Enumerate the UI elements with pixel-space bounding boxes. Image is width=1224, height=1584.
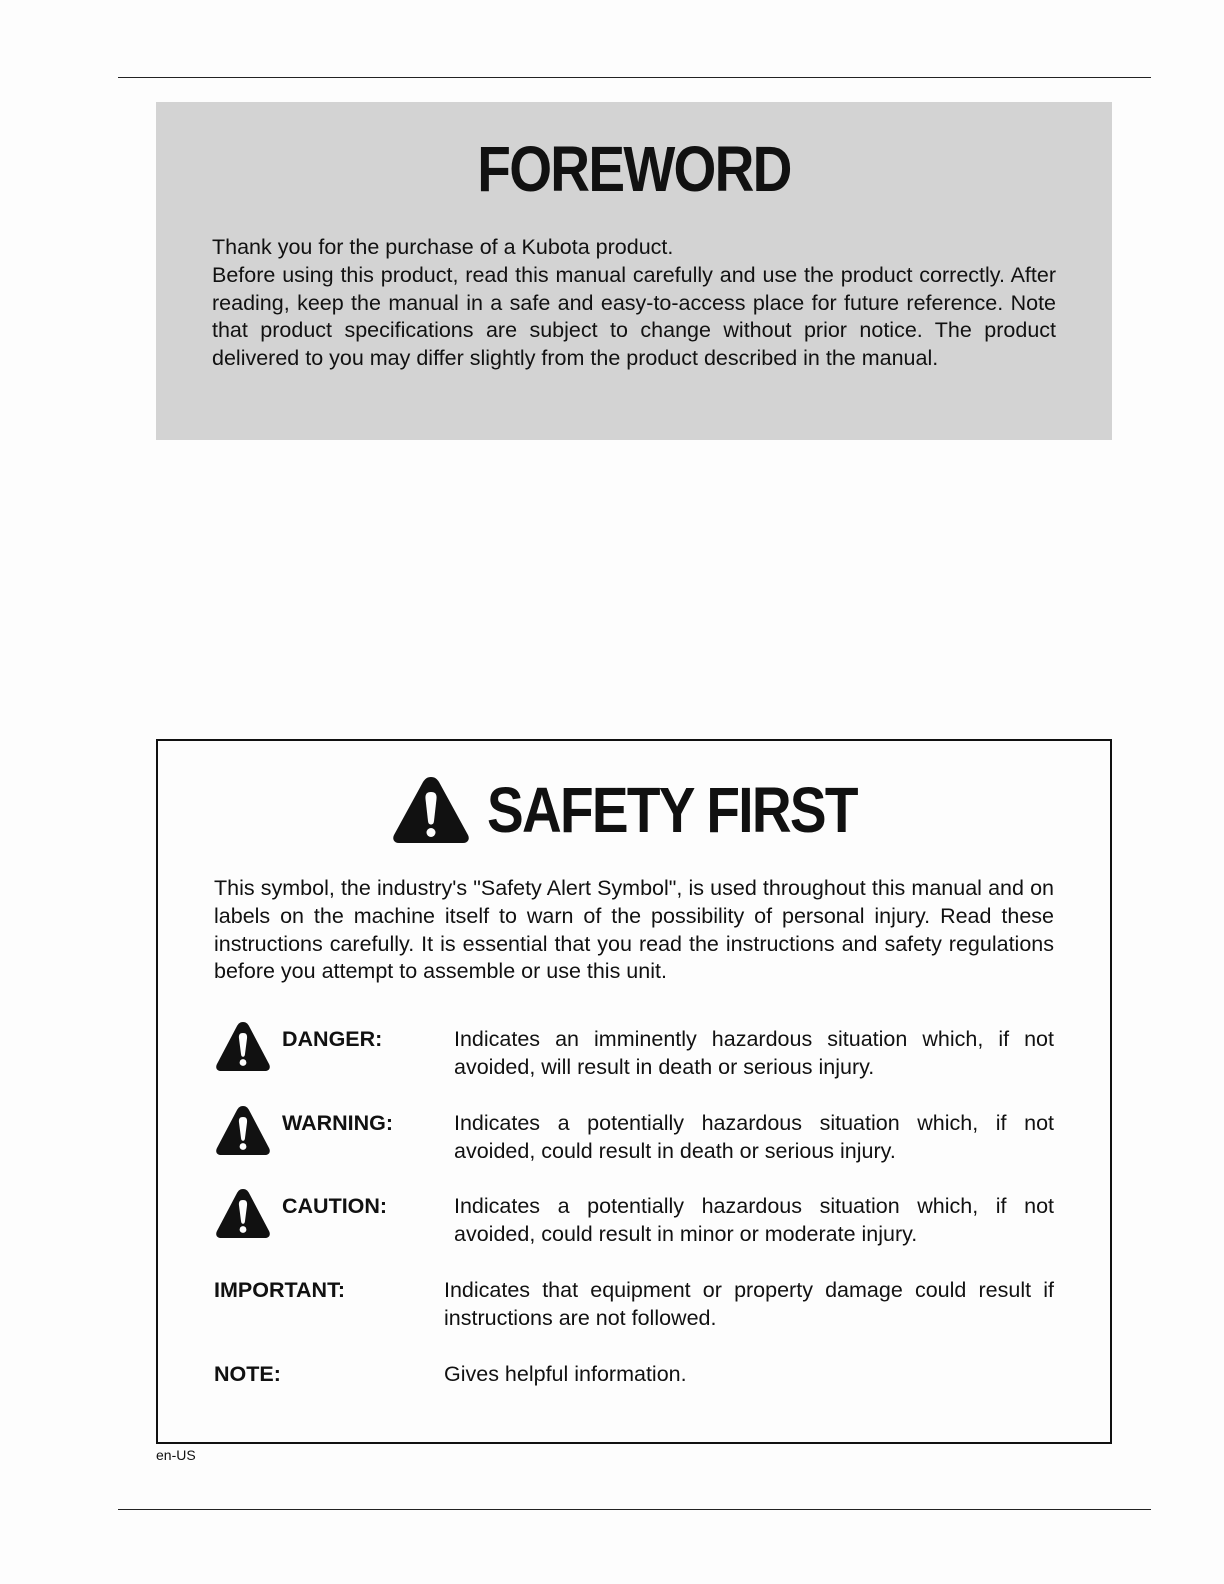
definition-label: DANGER: xyxy=(282,1027,383,1052)
footer-rule xyxy=(118,1509,1151,1510)
signal-word-list xyxy=(214,1026,1054,1388)
definition-danger xyxy=(214,1026,1054,1082)
safety-intro: This symbol, the industry's "Safety Alert Symbol", is used throughout this manual and on labels on the machine itself to warn of the possibility of personal injury. Read these instructions carefully. It is essential that you read the instructions and safety regulations before you attempt to assemble or use this unit. xyxy=(214,876,1054,984)
definition-text: Gives helpful information. xyxy=(444,1361,687,1386)
safety-heading xyxy=(214,775,1054,845)
foreword-title: FOREWORD xyxy=(477,133,791,205)
safety-title: SAFETY FIRST xyxy=(487,774,857,846)
definition-warning xyxy=(214,1110,1054,1166)
definition-label: CAUTION: xyxy=(282,1194,388,1219)
language-code: en-US xyxy=(156,1447,196,1463)
header-rule xyxy=(118,77,1151,78)
definition-text: Indicates an imminently hazardous situation which, if not avoided, will result in death or serious injury. xyxy=(454,1027,1054,1079)
definition-important xyxy=(214,1277,1054,1333)
foreword-box xyxy=(156,102,1112,440)
foreword-body xyxy=(212,234,1056,373)
safety-alert-icon xyxy=(214,1020,272,1074)
definition-caution xyxy=(214,1193,1054,1249)
definition-note xyxy=(214,1361,1054,1389)
foreword-thanks: Thank you for the purchase of a Kubota product. xyxy=(212,235,674,259)
definition-label: IMPORTANT: xyxy=(214,1277,345,1302)
definition-label: NOTE: xyxy=(214,1361,281,1386)
safety-alert-icon xyxy=(214,1187,272,1241)
safety-alert-icon xyxy=(214,1104,272,1158)
safety-first-box xyxy=(156,739,1112,1444)
definition-text: Indicates that equipment or property damage could result if instructions are not followed. xyxy=(444,1277,1054,1330)
safety-alert-icon xyxy=(391,775,471,845)
foreword-paragraph: Before using this product, read this manual carefully and use the product correctly. After reading, keep the manual in a safe and easy-to-access place for future reference. Note that product specifications are subject to change without prior notice. The product delivered to you may differ slightly from the product described in the manual. xyxy=(212,262,1056,371)
definition-text: Indicates a potentially hazardous situation which, if not avoided, could result in death or serious injury. xyxy=(454,1110,1054,1163)
definition-text: Indicates a potentially hazardous situation which, if not avoided, could result in minor or moderate injury. xyxy=(454,1194,1054,1247)
definition-label: WARNING: xyxy=(282,1110,394,1135)
